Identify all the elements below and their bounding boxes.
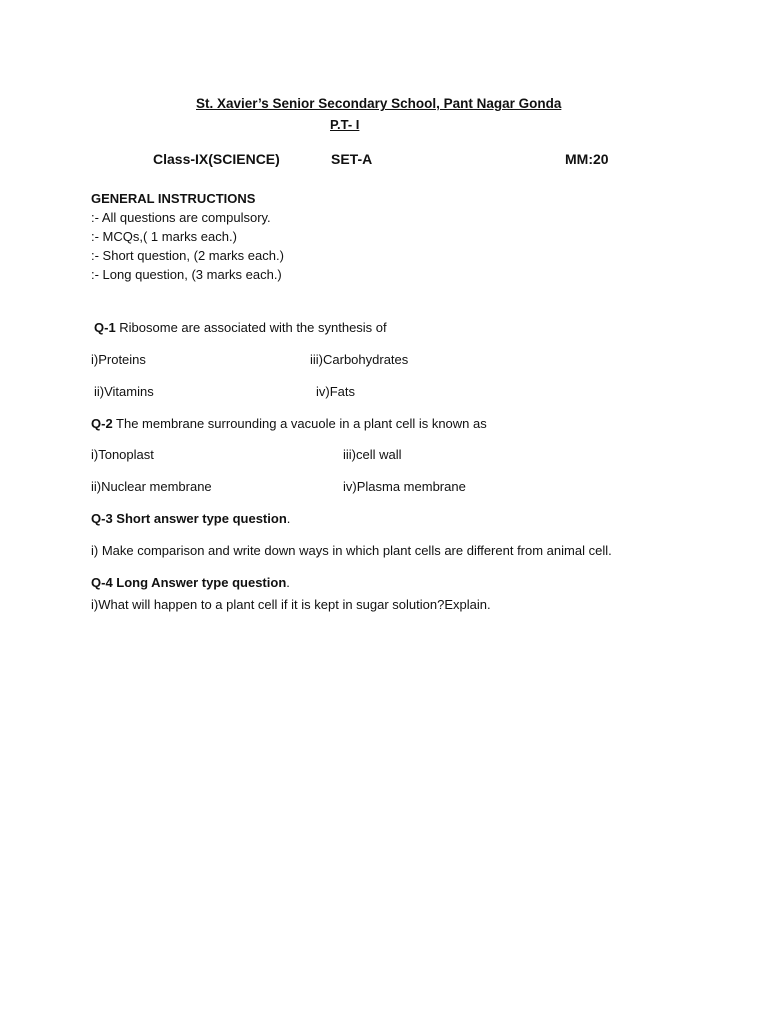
option: iii)Carbohydrates bbox=[310, 352, 409, 367]
option: iv)Plasma membrane bbox=[343, 479, 466, 494]
instructions-heading: GENERAL INSTRUCTIONS bbox=[91, 191, 256, 206]
instruction-item: :- All questions are compulsory. bbox=[91, 210, 271, 225]
max-marks: MM:20 bbox=[565, 151, 609, 167]
option: iii)cell wall bbox=[343, 447, 402, 462]
option: i)Tonoplast bbox=[91, 447, 154, 462]
option: iv)Fats bbox=[316, 384, 355, 399]
question-3 bbox=[91, 511, 290, 527]
question-number: Q-2 bbox=[91, 416, 113, 431]
option: i)Proteins bbox=[91, 352, 146, 367]
question-text: The membrane surrounding a vacuole in a plant cell is known as bbox=[112, 416, 487, 431]
question-number: Q-3 Short answer type question bbox=[91, 511, 287, 526]
question-1 bbox=[94, 320, 387, 336]
instruction-item: :- Long question, (3 marks each.) bbox=[91, 267, 282, 282]
option: ii)Nuclear membrane bbox=[91, 479, 212, 494]
question-body: i)What will happen to a plant cell if it is kept in sugar solution?Explain. bbox=[91, 597, 491, 612]
question-text: . bbox=[286, 511, 291, 526]
question-text: Ribosome are associated with the synthesis of bbox=[115, 320, 387, 335]
school-name: St. Xavier’s Senior Secondary School, Pant Nagar Gonda bbox=[196, 96, 562, 111]
test-name: P.T- I bbox=[330, 117, 360, 132]
option: ii)Vitamins bbox=[94, 384, 154, 399]
question-4 bbox=[91, 575, 290, 591]
question-text: . bbox=[286, 575, 290, 590]
instruction-item: :- MCQs,( 1 marks each.) bbox=[91, 229, 237, 244]
question-body: i) Make comparison and write down ways in which plant cells are different from animal cell. bbox=[91, 543, 612, 558]
class-label: Class-IX(SCIENCE) bbox=[153, 151, 280, 167]
question-number: Q-1 bbox=[94, 320, 116, 335]
question-2 bbox=[91, 416, 487, 432]
question-number: Q-4 Long Answer type question bbox=[91, 575, 287, 590]
set-label: SET-A bbox=[331, 151, 373, 167]
instruction-item: :- Short question, (2 marks each.) bbox=[91, 248, 284, 263]
